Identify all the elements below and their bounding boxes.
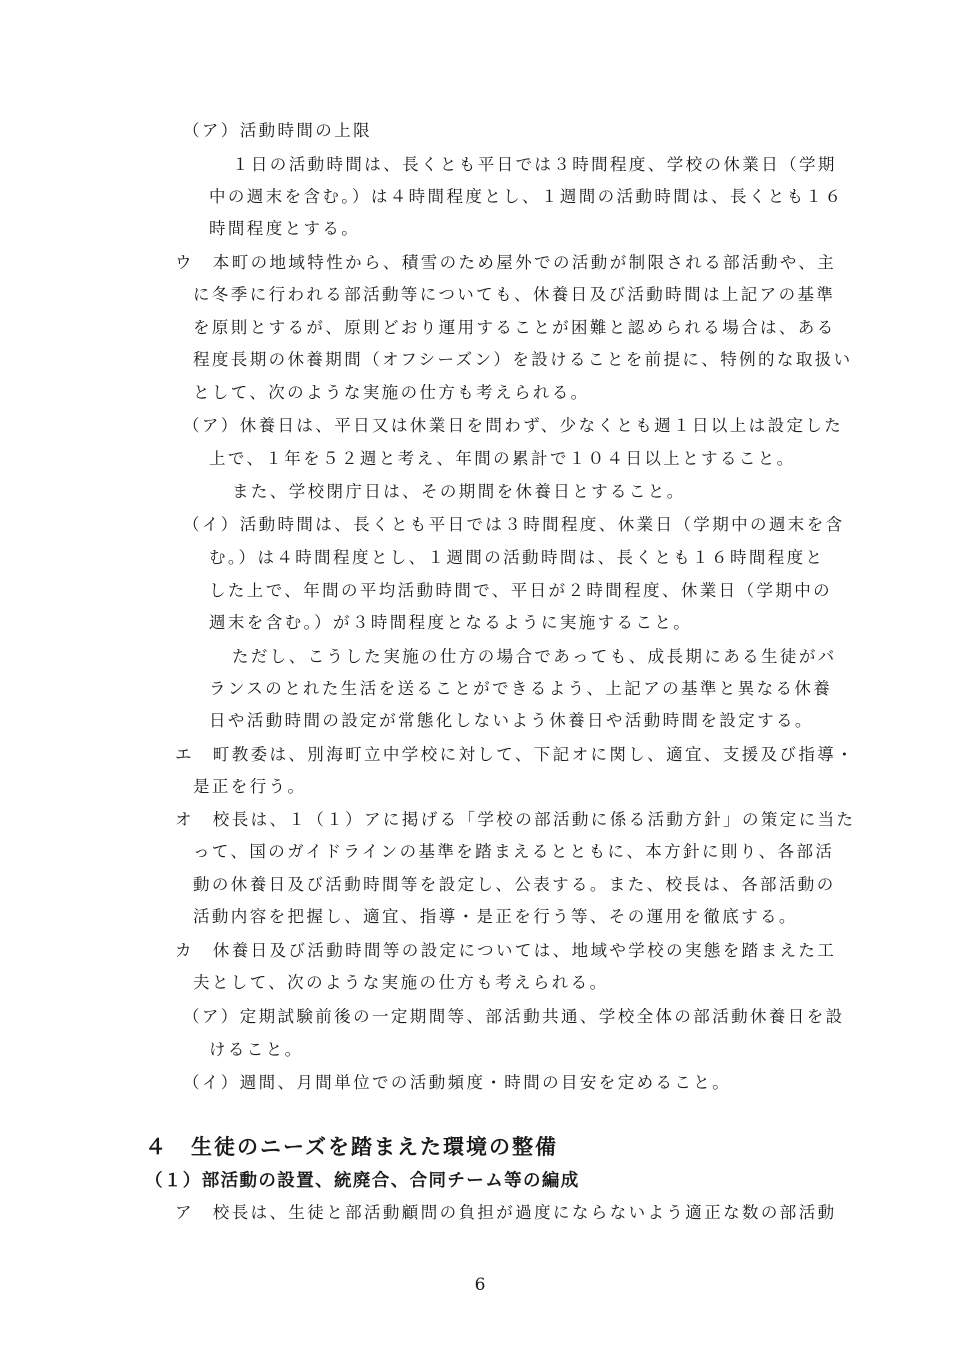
section-heading: ４ 生徒のニーズを踏まえた環境の整備 bbox=[145, 1135, 558, 1159]
text-line: した上で、年間の平均活動時間で、平日が２時間程度、休業日（学期中の bbox=[209, 581, 833, 600]
text-line: を原則とするが、原則どおり運用することが困難と認められる場合は、ある bbox=[193, 318, 836, 337]
text-line: に冬季に行われる部活動等についても、休養日及び活動時間は上記アの基準 bbox=[193, 285, 836, 304]
text-line: 時間程度とする。 bbox=[209, 219, 361, 238]
text-line: 上で、１年を５２週と考え、年間の累計で１０４日以上とすること。 bbox=[209, 449, 796, 468]
text-line: カ 休養日及び活動時間等の設定については、地域や学校の実態を踏まえた工 bbox=[175, 941, 837, 960]
text-line: 中の週末を含む。）は４時間程度とし、１週間の活動時間は、長くとも１６ bbox=[209, 187, 844, 206]
text-line: ただし、こうした実施の仕方の場合であっても、成長期にある生徒がバ bbox=[232, 647, 837, 666]
text-line: ア 校長は、生徒と部活動顧問の負担が過度にならないよう適正な数の部活動 bbox=[175, 1203, 837, 1222]
text-line: って、国のガイドラインの基準を踏まえるとともに、本方針に則り、各部活 bbox=[193, 842, 835, 861]
text-line: ウ 本町の地域特性から、積雪のため屋外での活動が制限される部活動や、主 bbox=[175, 253, 837, 272]
text-line: 週末を含む。）が３時間程度となるように実施すること。 bbox=[209, 613, 693, 632]
text-line: （ア）定期試験前後の一定期間等、部活動共通、学校全体の部活動休養日を設 bbox=[183, 1007, 845, 1026]
text-line: （ア）休養日は、平日又は休業日を問わず、少なくとも週１日以上は設定した bbox=[183, 416, 844, 435]
text-line: エ 町教委は、別海町立中学校に対して、下記オに関し、適宜、支援及び指導・ bbox=[175, 745, 856, 764]
text-line: （イ）活動時間は、長くとも平日では３時間程度、休業日（学期中の週末を含 bbox=[183, 515, 845, 534]
page-number: 6 bbox=[474, 1275, 486, 1295]
text-line: （イ）週間、月間単位での活動頻度・時間の目安を定めること。 bbox=[183, 1073, 732, 1092]
text-line: また、学校閉庁日は、その期間を休養日とすること。 bbox=[232, 482, 686, 501]
text-line: （ア）活動時間の上限 bbox=[183, 121, 372, 140]
text-line: オ 校長は、１（１）アに掲げる「学校の部活動に係る活動方針」の策定に当た bbox=[175, 810, 856, 829]
subsection-heading: （１）部活動の設置、統廃合、合同チーム等の編成 bbox=[145, 1171, 580, 1191]
text-line: けること。 bbox=[209, 1040, 304, 1059]
text-line: 活動内容を把握し、適宜、指導・是正を行う等、その運用を徹底する。 bbox=[193, 907, 798, 926]
text-line: として、次のような実施の仕方も考えられる。 bbox=[193, 383, 590, 402]
text-line: 程度長期の休養期間（オフシーズン）を設けることを前提に、特例的な取扱い bbox=[193, 350, 853, 369]
text-line: 日や活動時間の設定が常態化しないよう休養日や活動時間を設定する。 bbox=[209, 711, 814, 730]
text-line: １日の活動時間は、長くとも平日では３時間程度、学校の休業日（学期 bbox=[232, 155, 837, 174]
text-line: 夫として、次のような実施の仕方も考えられる。 bbox=[193, 973, 609, 992]
text-line: ランスのとれた生活を送ることができるよう、上記アの基準と異なる休養 bbox=[209, 679, 833, 698]
text-line: 是正を行う。 bbox=[193, 777, 307, 796]
text-line: 動の休養日及び活動時間等を設定し、公表する。また、校長は、各部活動の bbox=[193, 875, 836, 894]
text-line: む。）は４時間程度とし、１週間の活動時間は、長くとも１６時間程度と bbox=[209, 548, 825, 567]
